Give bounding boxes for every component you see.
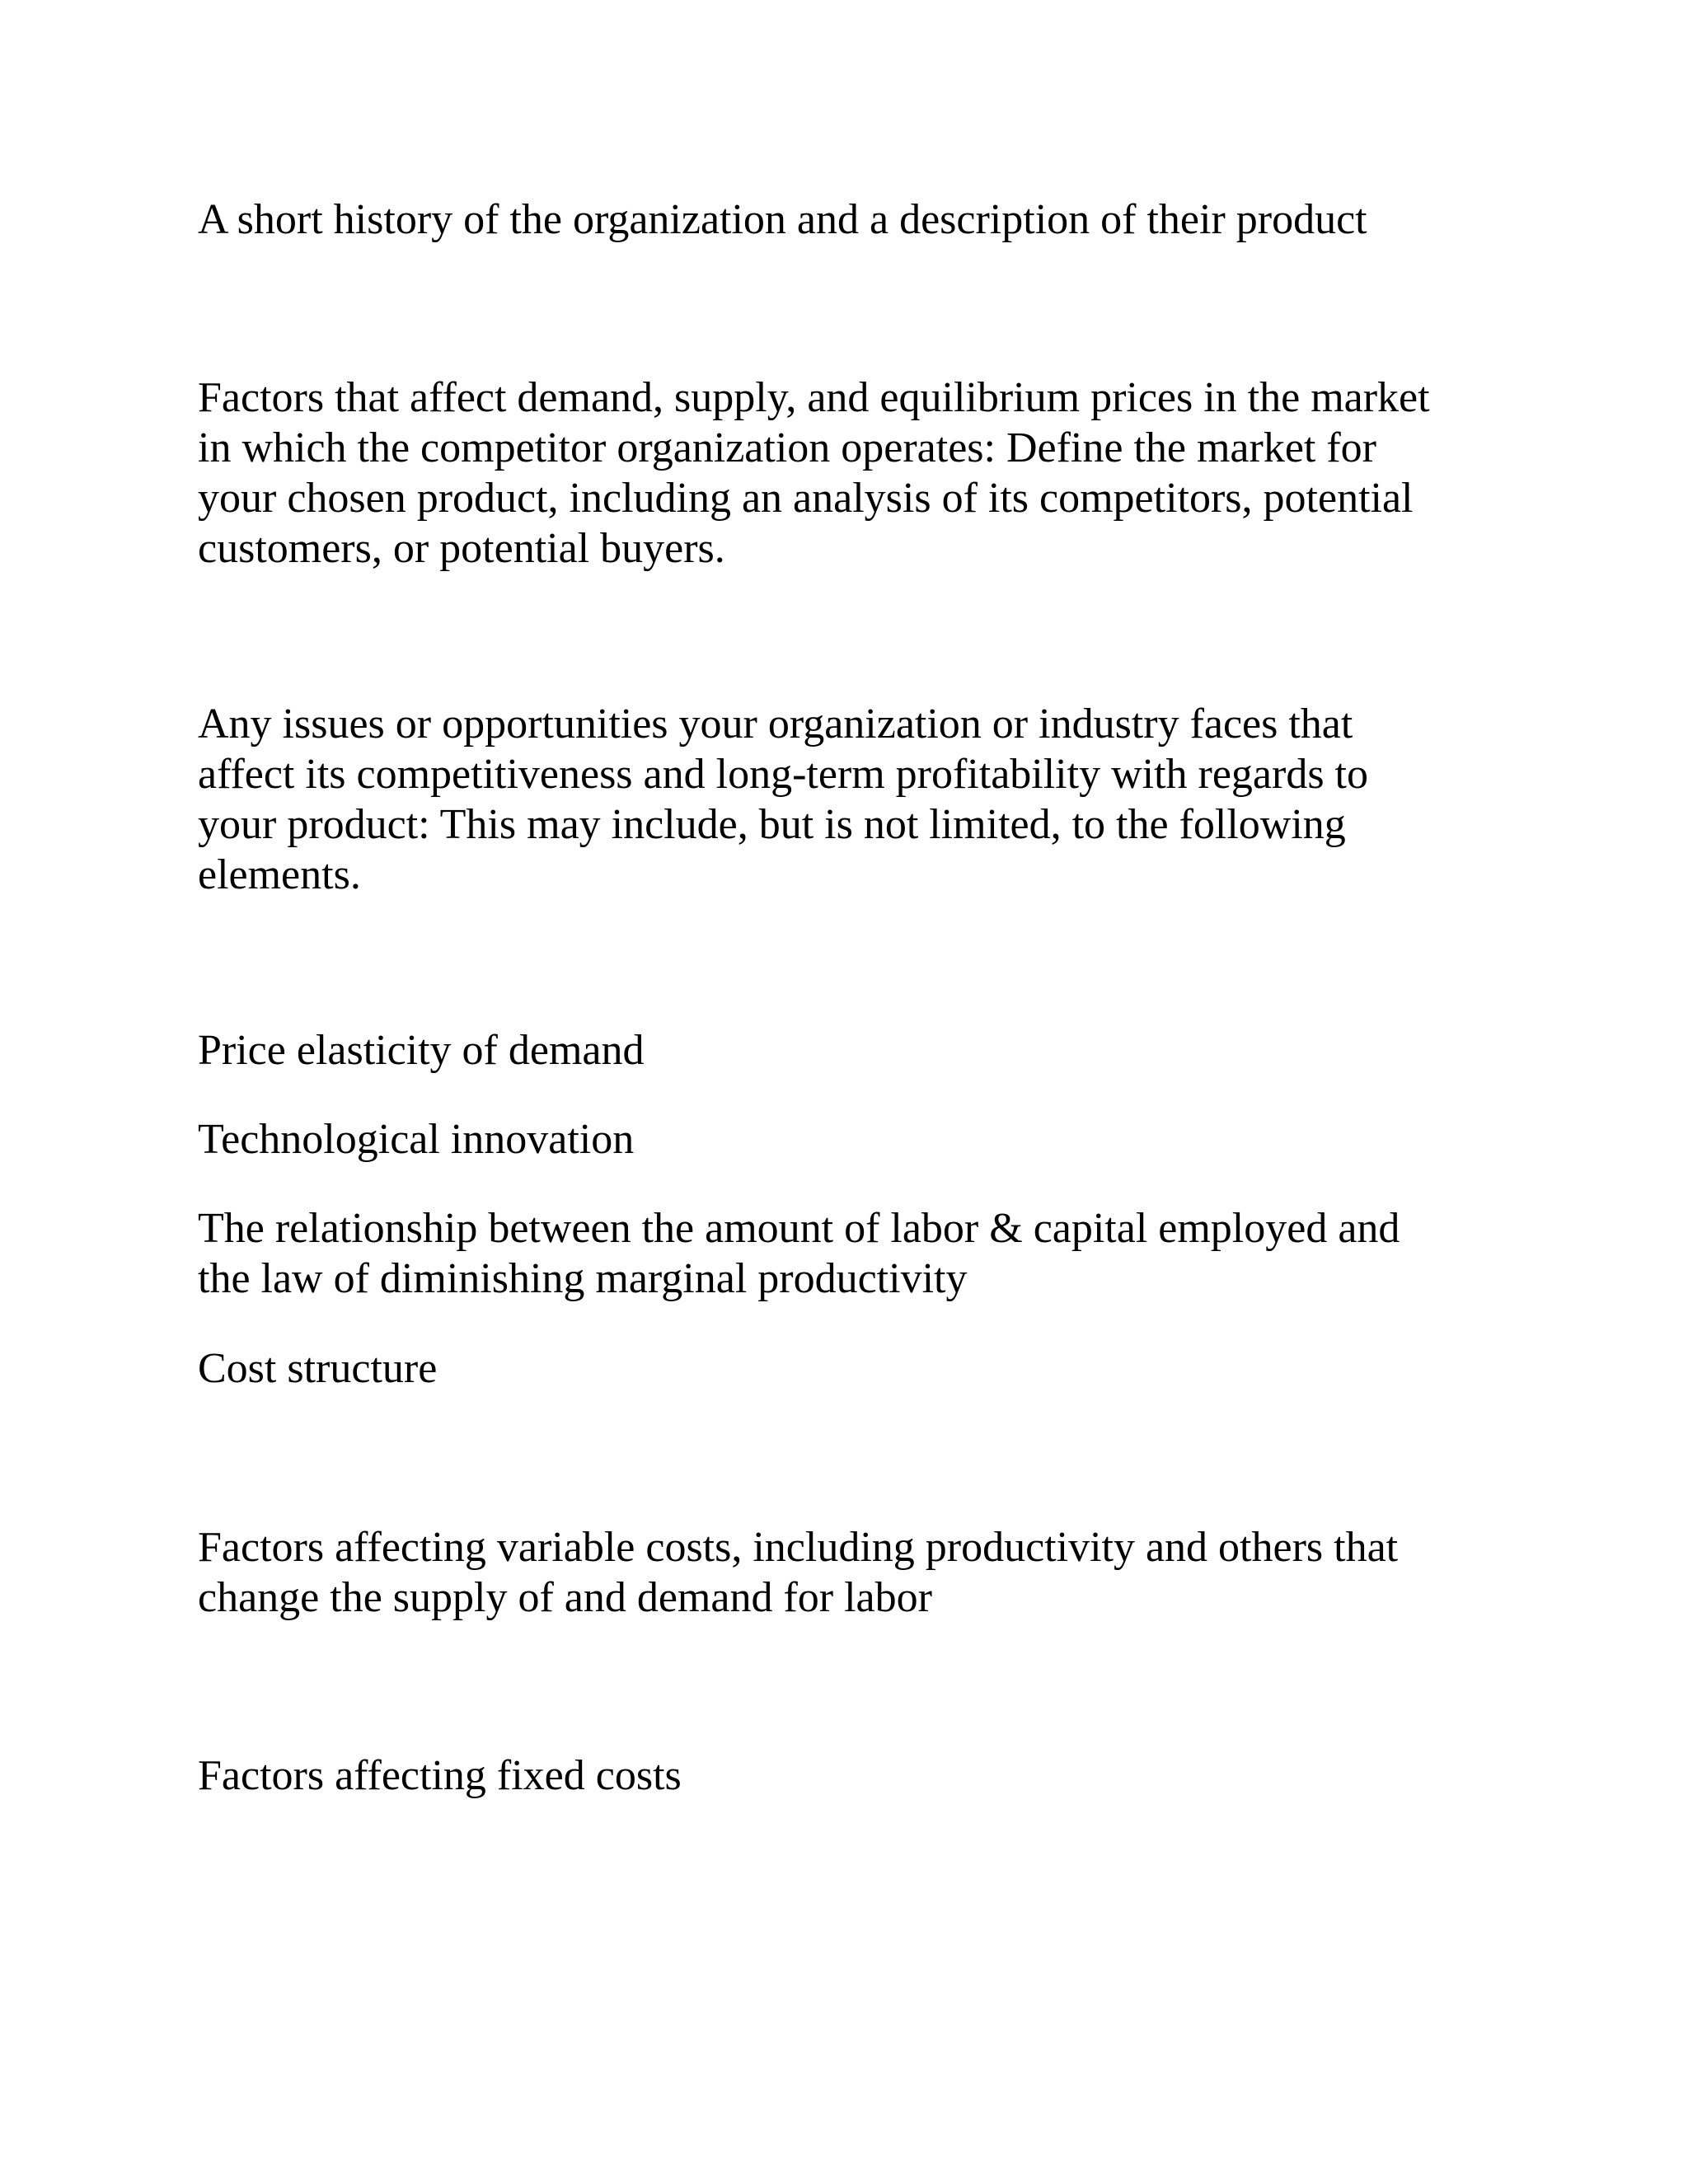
text-line: customers, or potential buyers. (198, 525, 725, 572)
text-line: Technological innovation (198, 1116, 635, 1163)
paragraph-organization-history (198, 194, 1484, 245)
text-line: the law of diminishing marginal productivity (198, 1255, 968, 1302)
list-item-technological-innovation (198, 1114, 1484, 1165)
list-item-price-elasticity (198, 1025, 1484, 1076)
text-line: in which the competitor organization operates: Define the market for (198, 424, 1376, 471)
text-line: affect its competitiveness and long-term profitability with regards to (198, 751, 1368, 798)
text-line: A short history of the organization and a description of their product (198, 196, 1367, 243)
paragraph-issues-opportunities (198, 699, 1484, 900)
paragraph-variable-costs (198, 1522, 1484, 1623)
text-line: Factors affecting variable costs, including productivity and others that (198, 1524, 1399, 1571)
text-line: elements. (198, 851, 361, 898)
text-line: Any issues or opportunities your organization or industry faces that (198, 701, 1353, 748)
text-line: Cost structure (198, 1345, 438, 1392)
text-line: Factors that affect demand, supply, and equilibrium prices in the market (198, 374, 1430, 421)
text-line: The relationship between the amount of labor & capital employed and (198, 1205, 1400, 1252)
list-item-cost-structure (198, 1343, 1484, 1394)
list-item-labor-capital-relationship (198, 1203, 1484, 1304)
text-line: your product: This may include, but is not limited, to the following (198, 801, 1346, 848)
text-line: your chosen product, including an analysis of its competitors, potential (198, 475, 1414, 522)
text-line: Price elasticity of demand (198, 1027, 645, 1074)
paragraph-fixed-costs (198, 1750, 1484, 1801)
text-line: Factors affecting fixed costs (198, 1752, 682, 1799)
text-line: change the supply of and demand for labor (198, 1574, 932, 1621)
paragraph-market-factors (198, 373, 1484, 574)
